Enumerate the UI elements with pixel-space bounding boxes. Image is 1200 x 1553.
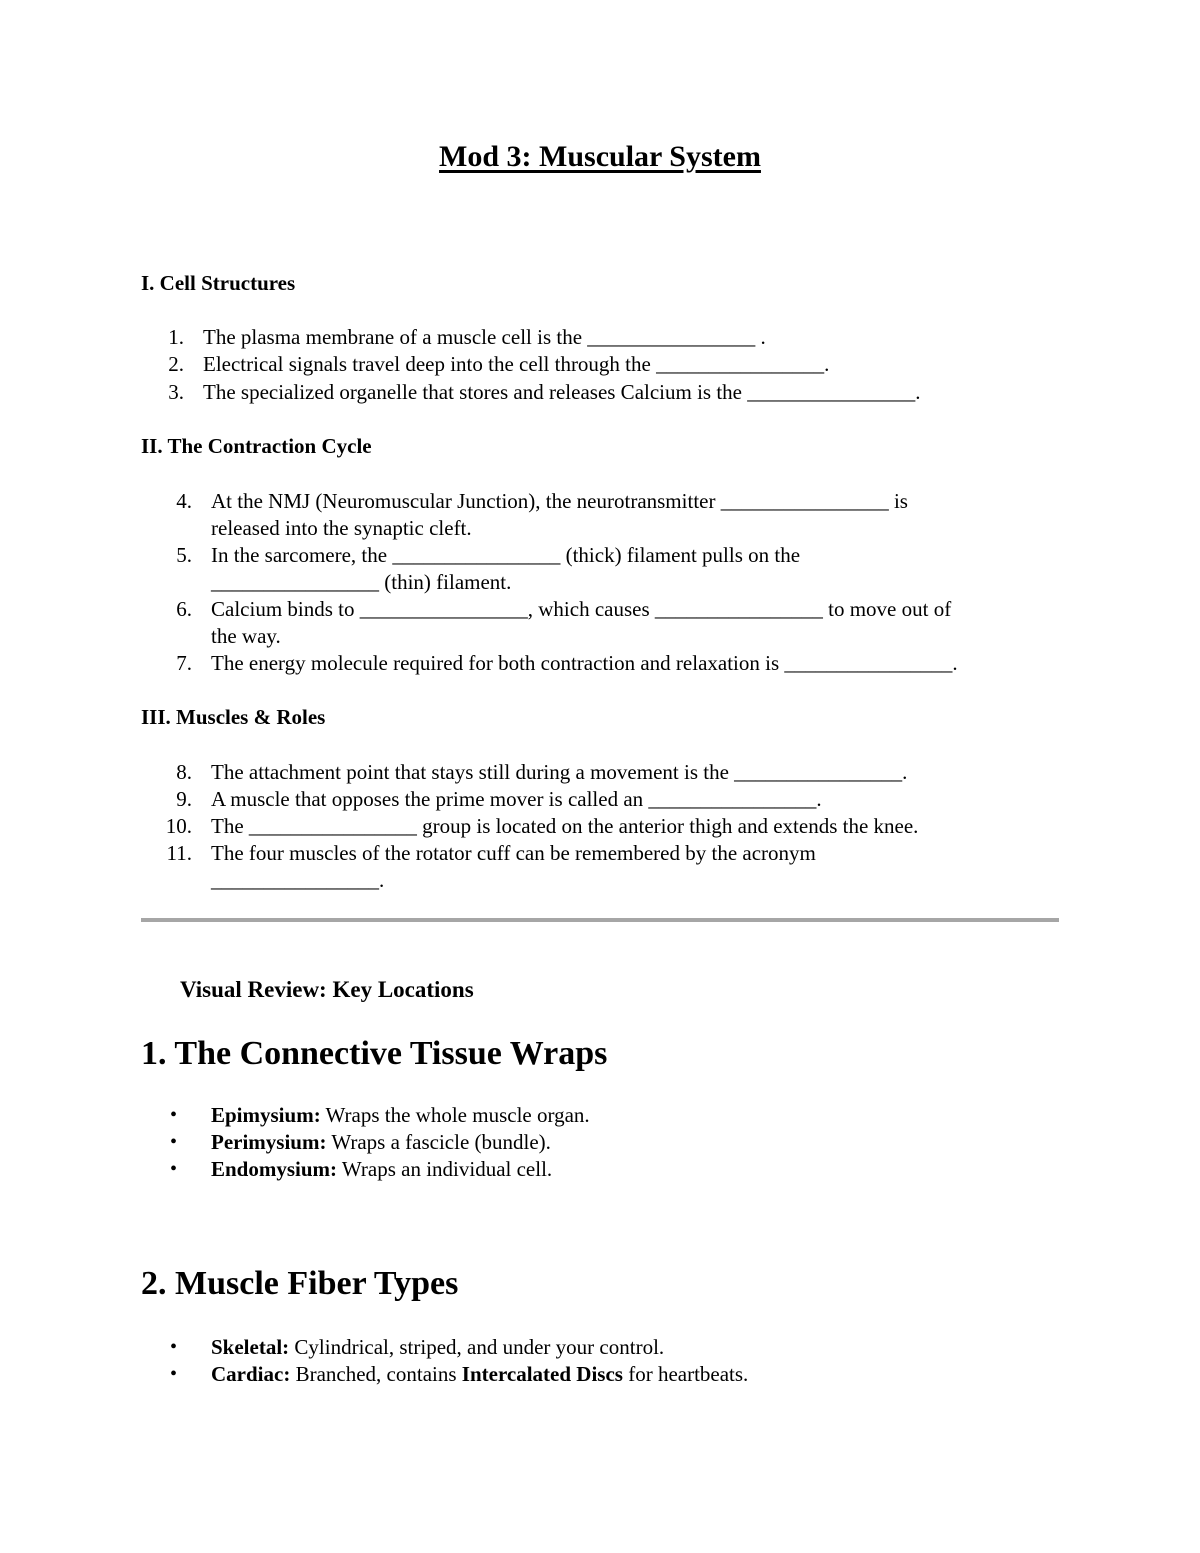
list-item — [211, 1157, 552, 1182]
question-text-continued: ________________ (thin) filament. — [211, 570, 512, 594]
bullet-icon: • — [170, 1363, 178, 1385]
question-number: 6. — [176, 597, 192, 621]
question-text: The ________________ group is located on the anterior thigh and extends the knee. — [211, 814, 919, 838]
question-text-continued: the way. — [211, 624, 281, 648]
bullet-icon: • — [170, 1131, 178, 1153]
question-number: 2. — [168, 352, 184, 376]
question-number: 8. — [176, 760, 192, 784]
definition: Wraps an individual cell. — [337, 1157, 553, 1181]
page-title: Mod 3: Muscular System — [439, 140, 761, 173]
bullet-icon: • — [170, 1158, 178, 1180]
question-number: 4. — [176, 489, 192, 513]
question-text: A muscle that opposes the prime mover is called an ________________. — [211, 787, 822, 811]
definition: Branched, contains — [290, 1362, 462, 1386]
definition: Wraps the whole muscle organ. — [320, 1103, 590, 1127]
question-text: At the NMJ (Neuromuscular Junction), the neurotransmitter ________________ is — [211, 489, 908, 513]
question-number: 9. — [176, 787, 192, 811]
definition-end: for heartbeats. — [622, 1362, 749, 1386]
section-heading-contraction-cycle: II. The Contraction Cycle — [141, 434, 372, 458]
question-text-continued: ________________. — [211, 868, 385, 892]
question-text: The attachment point that stays still during a movement is the ________________. — [211, 760, 908, 784]
question-number: 11. — [166, 841, 192, 865]
fiber-types-heading: 2. Muscle Fiber Types — [141, 1265, 459, 1302]
bullet-icon: • — [170, 1104, 178, 1126]
definition: Wraps a fascicle (bundle). — [326, 1130, 551, 1154]
definition: Cylindrical, striped, and under your control. — [289, 1335, 665, 1359]
visual-review-heading: Visual Review: Key Locations — [180, 977, 474, 1002]
question-text: The specialized organelle that stores and releases Calcium is the ________________. — [203, 380, 921, 404]
question-text: In the sarcomere, the ________________ (thick) filament pulls on the — [211, 543, 801, 567]
question-text: The plasma membrane of a muscle cell is the ________________ . — [203, 325, 766, 349]
question-number: 5. — [176, 543, 192, 567]
term: Skeletal: — [211, 1335, 290, 1359]
list-item — [211, 1335, 664, 1360]
bullet-icon: • — [170, 1336, 178, 1358]
horizontal-divider — [141, 918, 1059, 922]
question-number: 1. — [168, 325, 184, 349]
section-heading-muscles-roles: III. Muscles & Roles — [141, 705, 326, 729]
emphasis: Intercalated Discs — [461, 1362, 623, 1386]
question-text: Electrical signals travel deep into the cell through the ________________. — [203, 352, 830, 376]
term: Cardiac: — [211, 1362, 291, 1386]
list-item — [211, 1130, 551, 1155]
question-text: The energy molecule required for both contraction and relaxation is ________________. — [211, 651, 958, 675]
wraps-heading: 1. The Connective Tissue Wraps — [141, 1035, 608, 1072]
question-text: Calcium binds to ________________, which causes ________________ to move out of — [211, 597, 952, 621]
term: Perimysium: — [211, 1130, 327, 1154]
question-text: The four muscles of the rotator cuff can be remembered by the acronym — [211, 841, 816, 865]
question-text-continued: released into the synaptic cleft. — [211, 516, 472, 540]
list-item — [211, 1103, 590, 1128]
term: Endomysium: — [211, 1157, 338, 1181]
question-number: 3. — [168, 380, 184, 404]
question-number: 10. — [165, 814, 192, 838]
question-number: 7. — [176, 651, 192, 675]
section-heading-cell-structures: I. Cell Structures — [141, 271, 296, 295]
list-item — [211, 1362, 748, 1387]
term: Epimysium: — [211, 1103, 321, 1127]
